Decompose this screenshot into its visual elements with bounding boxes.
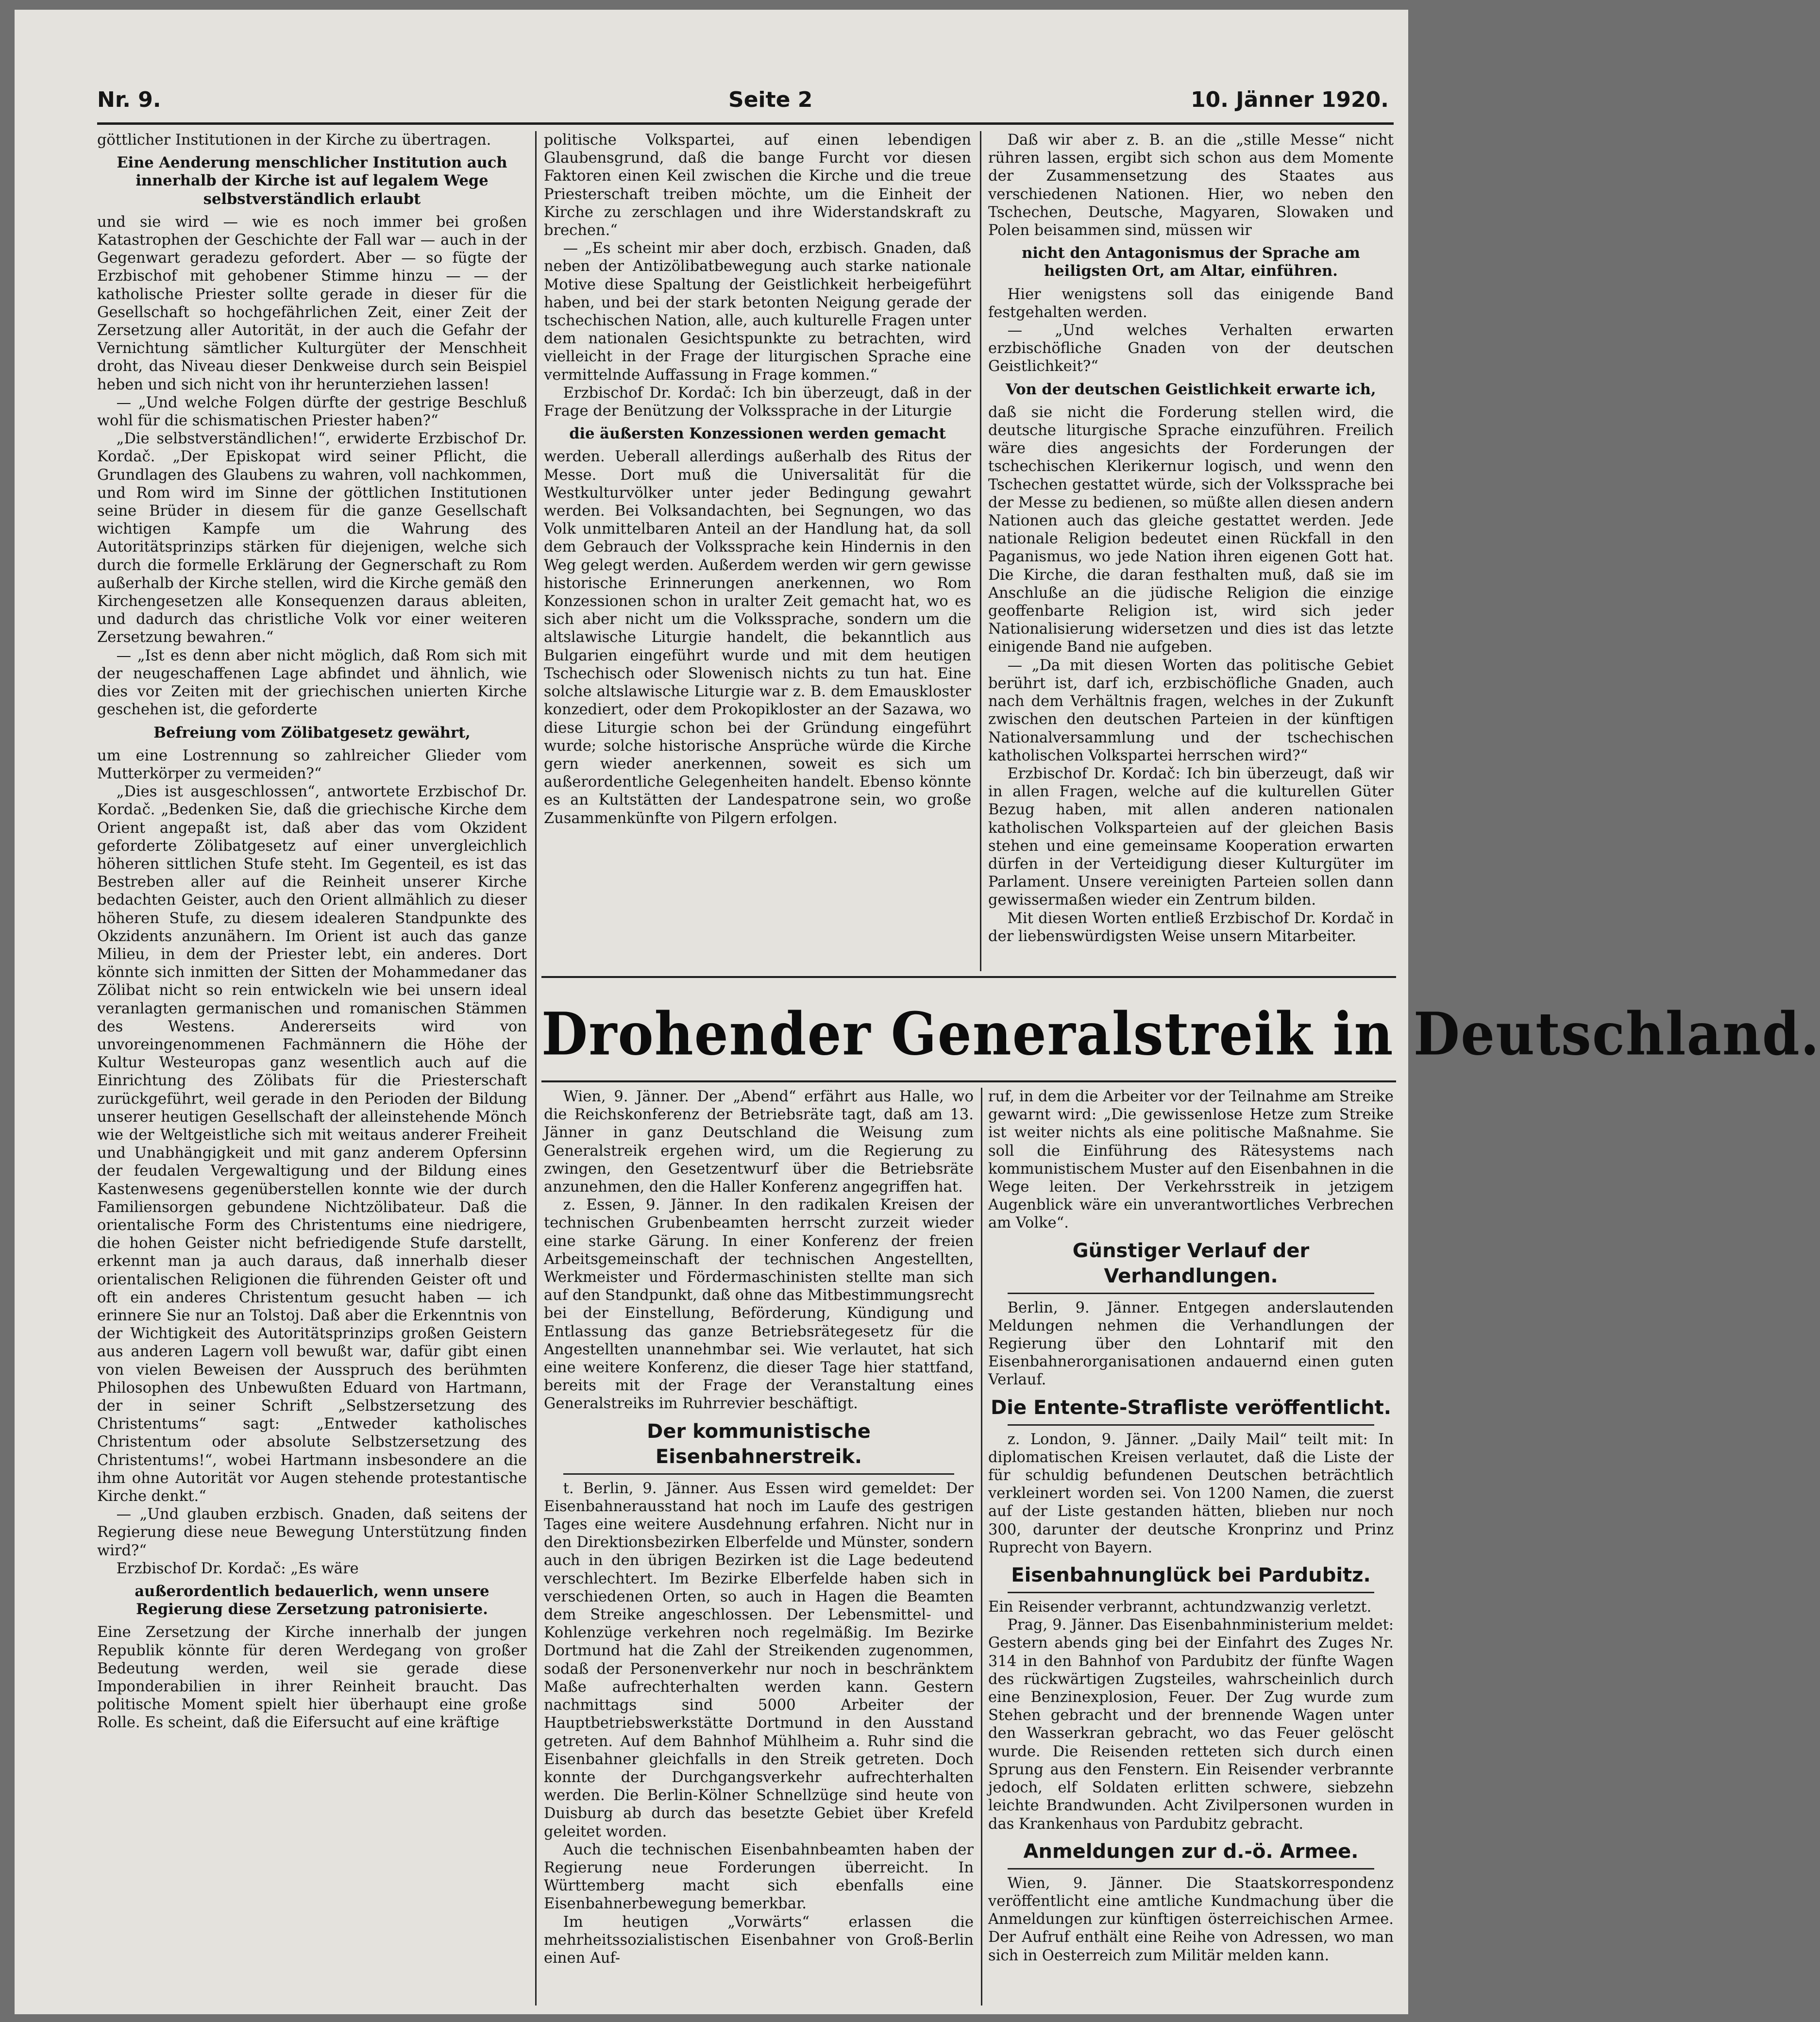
column-divider [980, 131, 981, 971]
paragraph: Im heutigen „Vorwärts“ erlassen die mehrheitssozialistischen Eisenbahner von Groß-Berlin einen Auf- [544, 1913, 974, 1967]
headline-rule-top [541, 976, 1396, 978]
section-rule [1008, 1293, 1374, 1294]
section-heading: Eisenbahnunglück bei Pardubitz. [1011, 1564, 1371, 1587]
subheading: Von der deutschen Geistlichkeit erwarte ich, [1006, 380, 1376, 398]
paragraph: — „Ist es denn aber nicht möglich, daß Rom sich mit der neugeschaffenen Lage abfindet und ähnlich, wie dies vor Zeiten mit der griechischen unierten Kirche geschehen ist, die geforderte [97, 647, 527, 719]
paragraph: — „Da mit diesen Worten das politische Gebiet berührt ist, darf ich, erzbischöfliche Gnaden, auch nach dem Verhältnis fragen, welches in der Zukunft zwischen den deutschen Parteien in der künftigen Nationalversammlung und der tschechischen katholischen Volkspartei herrschen wird?“ [988, 657, 1394, 764]
column-divider [981, 1088, 982, 2005]
paragraph: Eine Zersetzung der Kirche innerhalb der jungen Republik könnte für deren Werdegang von großer Bedeutung werden, weil sie gerade diese Imponderabilien in ihrer Reinheit braucht. Das politische Moment spielt hier überhaupt eine große Rolle. Es scheint, daß die Eifersucht auf eine kräftige [97, 1624, 527, 1732]
paragraph: Erzbischof Dr. Kordač: Ich bin überzeugt, daß wir in allen Fragen, welche auf die kulturellen Güter Bezug haben, mit allen anderen nationalen katholischen Volksparteien auf der gleichen Basis stehen und eine gemeinsame Kooperation erwarten dürfen in der Verteidigung dieser Kulturgüter im Parlament. Unsere vereinigten Parteien sollen dann gewissermaßen wieder ein Zentrum bilden. [988, 765, 1394, 909]
section-heading: Günstiger Verlauf der Verhandlungen. [1072, 1239, 1310, 1287]
paragraph: Wien, 9. Jänner. Der „Abend“ erfährt aus Halle, wo die Reichskonferenz der Betriebsräte tagt, daß am 13. Jänner in ganz Deutschland die Weisung zum Generalstreik ergehen wird, um die Regierung zu zwingen, den Gesetzentwurf über die Betriebsräte anzunehmen, den die Haller Konferenz angegriffen hat. [544, 1088, 974, 1196]
paragraph: „Dies ist ausgeschlossen“, antwortete Erzbischof Dr. Kordač. „Bedenken Sie, daß die griechische Kirche dem Orient angepaßt ist, daß aber das vom Okzident geforderte Zölibatgesetz auf einer unvergleichlich höheren sittlichen Stufe steht. Im Gegenteil, es ist das Bestreben aller auf die Reinheit unserer Kirche bedachten Geister, auch den Orient allmählich zu dieser höheren Stufe, zu diesem idealeren Standpunkte des Okzidents anzunähern. Im Orient ist auch das ganze Milieu, in dem der Priester lebt, ein anderes. Dort könnte sich inmitten der Sitten der Mohammedaner das Zölibat nicht so rein entwickeln wie bei unsern ideal veranlagten germanischen und romanischen Stämmen des Westens. Andererseits wird von unvoreingenommenen Fachmännern die Höhe der Kultur Westeuropas ganz wesentlich auch auf die Einrichtung des Zölibats für die Priesterschaft zurückgeführt, weil gerade in den Perioden der Bildung unserer heutigen Gesellschaft der alleinstehende Mönch wie der Weltgeistliche sich mit weitaus anderer Freiheit und Unabhängigkeit und mit ganz anderem Opfersinn der feudalen Vergewaltigung und der Bildung eines Kastenwesens gegenüberstellen konnte wie der durch Familiensorgen gebundene Nichtzölibateur. Daß die orientalische Form des Christentums eine niedrigere, die hohen Geister nicht befriedigende Stufe darstellt, erkennt man ja auch daraus, daß innerhalb dieser orientalischen Religionen die führenden Geister oft und oft ein anderes Christentum gesucht haben — ich erinnere Sie nur an Tolstoj. Daß aber die Erkenntnis von der Wichtigkeit des Autoritätsprinzips großen Geistern aus anderen Lagern voll bewußt war, dafür gibt einen von vielen Beweisen der Ausspruch des berühmten Philosophen des Unbewußten Eduard von Hartmann, der in seiner Schrift „Selbstzersetzung des Christentums“ sagt: „Entweder katholisches Christentum oder absolute Selbstzersetzung des Christentums!“, wobei Hartmann insbesondere an die ihm ohne Autorität vor Augen stehende protestantische Kirche denkt.“ [97, 783, 527, 1505]
section-rule [1008, 1592, 1374, 1593]
paragraph: Auch die technischen Eisenbahnbeamten haben der Regierung neue Forderungen überreicht. In Württemberg macht sich ebenfalls eine Eisenbahnerbewegung bemerkbar. [544, 1841, 974, 1913]
issue-number: Nr. 9. [97, 87, 161, 112]
paragraph: Erzbischof Dr. Kordač: Ich bin überzeugt, daß in der Frage der Benützung der Volkssprache in der Liturgie [544, 384, 971, 420]
paragraph: Daß wir aber z. B. an die „stille Messe“ nicht rühren lassen, ergibt sich schon aus dem Momente der Zusammensetzung des Staates aus verschiedenen Nationen. Hier, wo neben den Tschechen, Deutsche, Magyaren, Slowaken und Polen beisammen sind, müssen wir [988, 132, 1394, 239]
paragraph: politische Volkspartei, auf einen lebendigen Glaubensgrund, daß die bange Furcht vor diesen Faktoren einen Keil zwischen die Kirche und die treue Priesterschaft treiben möchte, um die Einheit der Kirche zu zerschlagen und ihre Widerstandskraft zu brechen.“ [544, 132, 971, 239]
section-heading: Anmeldungen zur d.-ö. Armee. [1023, 1840, 1359, 1863]
paragraph: ruf, in dem die Arbeiter vor der Teilnahme am Streike gewarnt wird: „Die gewissenlose Hetze zum Streike ist weiter nichts als eine politische Maßnahme. Sie soll die Einführung des Rätesystems nach kommunistischem Muster auf den Eisenbahnen in die Wege leiten. Der Verkehrsstreik in jetzigem Augenblick wäre ein unverantwortliches Verbrechen am Volke“. [988, 1088, 1394, 1232]
subheading: außerordentlich bedauerlich, wenn unsere Regierung diese Zersetzung patronisierte. [135, 1583, 489, 1618]
paragraph: — „Es scheint mir aber doch, erzbisch. Gnaden, daß neben der Antizölibatbewegung auch starke nationale Motive diese Spaltung der Geistlichkeit herbeigeführt haben, und bei der stark betonten Neigung gerade der tschechischen Nation, alle, auch kulturelle Fragen unter dem nationalen Gesichtspunkte zu betrachten, wird vielleicht in der Frage der liturgischen Sprache eine vermittelnde Auffassung in Frage kommen.“ [544, 240, 971, 384]
paragraph: göttlicher Institutionen in der Kirche zu übertragen. [97, 132, 491, 149]
subheading: Befreiung vom Zölibatgesetz gewährt, [153, 724, 471, 741]
paragraph: Wien, 9. Jänner. Die Staatskorrespondenz veröffentlicht eine amtliche Kundmachung über die Anmeldungen zur künftigen österreichischen Armee. Der Aufruf enthält eine Reihe von Adressen, wo man sich in Oesterreich zum Militär melden kann. [988, 1874, 1394, 1964]
paragraph: t. Berlin, 9. Jänner. Aus Essen wird gemeldet: Der Eisenbahnerausstand hat noch im Laufe des gestrigen Tages eine weitere Ausdehnung erfahren. Nicht nur in den Direktionsbezirken Elberfelde und Münster, sondern auch in den übrigen Bezirken ist die Lage bedeutend verschlechtert. Im Bezirke Elberfelde haben sich in verschiedenen Orten, so auch in Hagen die Beamten dem Streike angeschlossen. Der Lebensmittel- und Kohlenzüge verkehren noch regelmäßig. Im Bezirke Dortmund hat die Zahl der Streikenden zugenommen, sodaß der Personenverkehr nur noch in beschränktem Maße aufrechterhalten werden kann. Gestern nachmittags sind 5000 Arbeiter der Hauptbetriebswerkstätte Dortmund in den Ausstand getreten. Auf dem Bahnhof Mühlheim a. Ruhr sind die Eisenbahner gleichfalls in den Streik getreten. Doch konnte der Durchgangsverkehr aufrechterhalten werden. Die Berlin-Kölner Schnellzüge sind heute von Duisburg ab durch das besetzte Gebiet über Krefeld geleitet worden. [544, 1480, 974, 1840]
column-divider [535, 131, 537, 2005]
paragraph: werden. Ueberall allerdings außerhalb des Ritus der Messe. Dort muß die Universalität für die Westkulturvölker unter jeder Bedingung gewahrt werden. Bei Volksandachten, bei Segnungen, wo das Volk unmittelbaren Anteil an der Handlung hat, da soll dem Gebrauch der Volkssprache kein Hindernis in den Weg gelegt werden. Außerdem werden wir gern gewisse historische Erinnerungen anerkennen, wo Rom Konzessionen schon in uralter Zeit gemacht hat, wo es sich aber nicht um die Volkssprache, sondern um die altslawische Liturgie handelt, die bekanntlich aus Bulgarien eingeführt wurde und mit dem heutigen Tschechisch oder Slowenisch nichts zu tun hat. Eine solche altslawische Liturgie war z. B. dem Emauskloster konzediert, oder dem Prokopikloster an der Sazawa, wo diese Liturgie schon bei der Gründung eingeführt wurde; solche historische Ansprüche würde die Kirche gern wieder anerkennen, soweit es sich um außerordentliche Gelegenheiten handelt. Ebenso könnte es an Kultstätten der Landespatrone sein, wo große Zusammenkünfte von Pilgern erfolgen. [544, 448, 971, 827]
column-4 [544, 1088, 974, 2005]
paragraph: z. Essen, 9. Jänner. In den radikalen Kreisen der technischen Grubenbeamten herrscht zurzeit wieder eine starke Gärung. In einer Konferenz der freien Arbeitsgemeinschaft der technischen Angestellten, Werkmeister und Fördermaschinisten stellte man sich auf den Standpunkt, daß ohne das Mitbestimmungsrecht bei der Einstellung, Beförderung, Kündigung und Entlassung das ganze Betriebsrätegesetz für die Angestellten unannehmbar sei. Wie verlautet, hat sich eine weitere Konferenz, die dieser Tage hier stattfand, bereits mit der Frage der Veranstaltung eines Generalstreiks im Ruhrrevier beschäftigt. [544, 1196, 974, 1413]
paragraph: z. London, 9. Jänner. „Daily Mail“ teilt mit: In diplomatischen Kreisen verlautet, daß die Liste der für schuldig befundenen Deutschen beträchtlich verkleinert worden sei. Von 1200 Namen, die zuerst auf der Liste gestanden hätten, blieben nur noch 300, darunter der deutsche Kronprinz und Prinz Ruprecht von Bayern. [988, 1431, 1394, 1556]
paragraph: Prag, 9. Jänner. Das Eisenbahnministerium meldet: Gestern abends ging bei der Einfahrt des Zuges Nr. 314 in den Bahnhof von Pardubitz der fünfte Wagen des rückwärtigen Zugsteiles, wahrscheinlich durch eine Benzinexplosion, Feuer. Der Zug wurde zum Stehen gebracht und der brennende Wagen unter den Wasserkran gebracht, wo das Feuer gelöscht wurde. Die Reisenden retteten sich durch einen Sprung aus den Fenstern. Ein Reisender verbrannte jedoch, elf Soldaten erlitten schwere, siebzehn leichte Brandwunden. Acht Zivilpersonen wurden in das Krankenhaus von Pardubitz gebracht. [988, 1617, 1394, 1833]
section-heading: Die Entente-Strafliste veröffentlicht. [991, 1396, 1391, 1419]
subheading: die äußersten Konzessionen werden gemacht [569, 425, 946, 443]
section-rule [1008, 1424, 1374, 1426]
paragraph: Berlin, 9. Jänner. Entgegen anderslautenden Meldungen nehmen die Verhandlungen der Regierung über den Lohntarif mit den Eisenbahnerorganisationen andauernd einen guten Verlauf. [988, 1299, 1394, 1389]
newspaper-page [15, 10, 1820, 2014]
page-header [97, 87, 1389, 126]
column-5 [988, 1088, 1394, 2005]
page-number: Seite 2 [728, 87, 813, 112]
paragraph: und sie wird — wie es noch immer bei großen Katastrophen der Geschichte der Fall war — auch in der Gegenwart geradezu gefordert. Aber — so fügte der Erzbischof mit gehobener Stimme hinzu — — der katholische Priester sollte gerade in dieser für die Gesellschaft so hochgefährlichen Zeit, einer Zeit der Zersetzung aller Autorität, in der auch die Gefahr der Vernichtung sämtlicher Kulturgüter der Menschheit droht, das Niveau dieser Denkweise durch sein Beispiel heben und sich nicht von ihr herunterziehen lassen! [97, 213, 527, 393]
paragraph: Ein Reisender verbrannt, achtundzwanzig verletzt. [988, 1599, 1372, 1616]
column-3 [988, 131, 1394, 971]
main-headline: Drohender Generalstreik in Deutschland. [541, 999, 1820, 1068]
header-rule [97, 122, 1394, 125]
paragraph: „Die selbstverständlichen!“, erwiderte Erzbischof Dr. Kordač. „Der Episkopat wird seiner Pflicht, die Grundlagen des Glaubens zu wahren, voll nachkommen, und Rom wird im Sinne der göttlichen Institutionen seine Brüder in diesem für die ganze Gesellschaft wichtigen Kampfe um die Wahrung des Autoritätsprinzips stärken für diejenigen, welche sich durch die formelle Erklärung der Gegnerschaft zu Rom außerhalb der Kirche stellen, wird die Kirche gemäß den Kirchengesetzen alle Konsequenzen daraus ableiten, und dadurch das christliche Volk vor einer weiteren Zersetzung bewahren.“ [97, 430, 527, 646]
paragraph: Erzbischof Dr. Kordač: „Es wäre [116, 1560, 359, 1577]
issue-date: 10. Jänner 1920. [1190, 87, 1389, 112]
paragraph: — „Und glauben erzbisch. Gnaden, daß seitens der Regierung diese neue Bewegung Unterstützung finden wird?“ [97, 1506, 527, 1559]
column-2 [544, 131, 971, 971]
headline-rule-bottom [541, 1080, 1396, 1082]
subheading: nicht den Antagonismus der Sprache am heiligsten Ort, am Altar, einführen. [1022, 244, 1360, 280]
section-heading: Der kommunistische Eisenbahnerstreik. [647, 1420, 871, 1468]
paragraph: um eine Lostrennung so zahlreicher Glieder vom Mutterkörper zu vermeiden?“ [97, 747, 527, 782]
paragraph: — „Und welche Folgen dürfte der gestrige Beschluß wohl für die schismatischen Priester haben?“ [97, 394, 527, 430]
paragraph: daß sie nicht die Forderung stellen wird, die deutsche liturgische Sprache einzuführen. Freilich wäre dies angesichts der Forderungen der tschechischen Klerikernur logisch, und wenn den Tschechen gestattet würde, sich der Volkssprache bei der Messe zu bedienen, so müßte allen diesen andern Nationen auch das gleiche gestattet werden. Jede nationale Religion bedeutet einen Rückfall in den Paganismus, wo jede Nation ihren eigenen Gott hat. Die Kirche, die daran festhalten muß, daß sie im Anschluße an die jüdische Religion die einzige geoffenbarte Religion ist, wird sich jeder Nationalisierung widersetzen und dies ist das letzte einigende Band nie aufgeben. [988, 404, 1394, 656]
section-rule [1008, 1868, 1374, 1870]
column-1 [97, 131, 527, 2005]
subheading: Eine Aenderung menschlicher Institution auch innerhalb der Kirche ist auf legalem Wege selbstverständlich erlaubt [117, 154, 507, 208]
paragraph: — „Und welches Verhalten erwarten erzbischöfliche Gnaden von der deutschen Geistlichkeit?“ [988, 322, 1394, 375]
paragraph: Hier wenigstens soll das einigende Band festgehalten werden. [988, 286, 1394, 321]
section-rule [563, 1473, 954, 1475]
paragraph: Mit diesen Worten entließ Erzbischof Dr. Kordač in der liebenswürdigsten Weise unsern Mitarbeiter. [988, 910, 1394, 945]
